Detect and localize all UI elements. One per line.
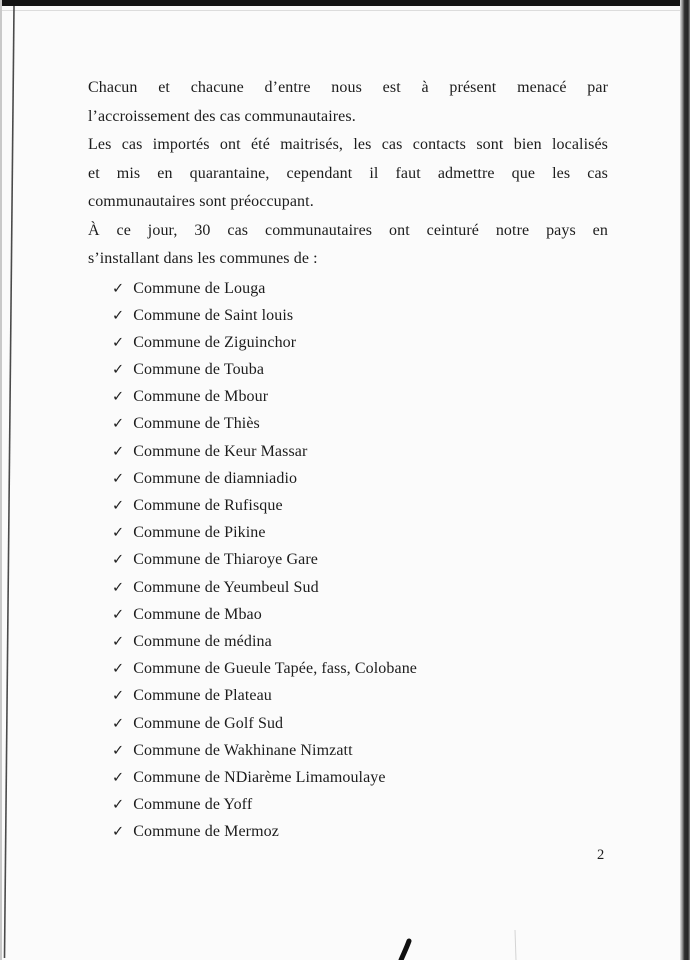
list-item <box>88 764 608 791</box>
list-item-label: Commune de Plateau <box>133 687 272 705</box>
page-number: 2 <box>597 847 605 863</box>
list-item <box>88 329 608 356</box>
list-item <box>88 465 608 492</box>
list-item <box>88 655 608 682</box>
list-item <box>88 383 608 410</box>
commune-list <box>88 275 608 846</box>
check-icon: ✓ <box>112 688 125 705</box>
check-icon: ✓ <box>112 307 125 324</box>
check-icon: ✓ <box>112 280 125 297</box>
check-icon: ✓ <box>112 824 125 841</box>
check-icon: ✓ <box>112 742 125 759</box>
list-item-label: Commune de Gueule Tapée, fass, Colobane <box>133 660 417 678</box>
list-item <box>88 410 608 437</box>
paragraph-line: communautaires sont préoccupant. <box>88 193 314 210</box>
list-item-label: Commune de Mermoz <box>133 823 279 841</box>
list-item-label: Commune de médina <box>133 632 272 650</box>
paragraph <box>88 217 608 274</box>
list-item-label: Commune de Yeumbeul Sud <box>133 578 319 596</box>
check-icon: ✓ <box>112 797 125 814</box>
list-item-label: Commune de Thiaroye Gare <box>133 551 318 569</box>
list-item-label: Commune de diamniadio <box>133 469 298 487</box>
check-icon: ✓ <box>112 579 125 596</box>
list-item <box>88 737 608 764</box>
check-icon: ✓ <box>112 443 125 460</box>
scan-right-edge-band <box>680 0 690 960</box>
paragraph-line: s’installant dans les communes de : <box>88 250 318 267</box>
list-item <box>88 519 608 546</box>
list-item-label: Commune de Thiès <box>133 415 260 433</box>
scan-top-edge <box>0 0 690 6</box>
paragraph-line: À ce jour, 30 cas communautaires ont ceinturé notre pays en <box>88 221 608 239</box>
check-icon: ✓ <box>112 389 125 406</box>
list-item-label: Commune de Wakhinane Nimzatt <box>133 741 353 759</box>
list-item-label: Commune de Pikine <box>133 524 266 542</box>
list-item-label: Commune de Louga <box>133 279 266 297</box>
list-item-label: Commune de Keur Massar <box>133 442 308 460</box>
check-icon: ✓ <box>112 362 125 379</box>
paragraph-line: Chacun et chacune d’entre nous est à présent menacé par <box>88 79 608 96</box>
paragraph-line: Les cas importés ont été maitrisés, les cas contacts sont bien localisés <box>88 136 608 153</box>
scan-scratch <box>515 930 516 960</box>
list-item-label: Commune de Ziguinchor <box>133 333 297 351</box>
list-item <box>88 574 608 601</box>
list-item <box>88 791 608 818</box>
check-icon: ✓ <box>112 606 125 623</box>
paragraph-line: l’accroissement des cas communautaires. <box>88 107 356 125</box>
paragraph <box>88 74 608 131</box>
check-icon: ✓ <box>112 633 125 650</box>
list-item <box>88 546 608 573</box>
list-item <box>88 492 608 519</box>
check-icon: ✓ <box>112 525 125 542</box>
paragraph <box>88 131 608 217</box>
list-item <box>88 601 608 628</box>
list-item <box>88 356 608 383</box>
document-body <box>88 74 608 845</box>
list-item-label: Commune de Rufisque <box>133 497 283 514</box>
list-item <box>88 710 608 737</box>
check-icon: ✓ <box>112 498 125 514</box>
signature-stroke <box>401 941 409 960</box>
list-item-label: Commune de Mbour <box>133 388 269 406</box>
paragraph-line: et mis en quarantaine, cependant il faut admettre que les cas <box>88 164 608 182</box>
list-item-label: Commune de Mbao <box>133 605 262 623</box>
list-item-label: Commune de Saint louis <box>133 306 294 324</box>
check-icon: ✓ <box>112 470 125 487</box>
list-item <box>88 818 608 845</box>
list-item <box>88 628 608 655</box>
list-item-label: Commune de Yoff <box>133 796 253 814</box>
check-icon: ✓ <box>112 769 125 786</box>
list-item <box>88 438 608 465</box>
check-icon: ✓ <box>112 715 125 732</box>
scan-left-edge-line <box>5 6 15 958</box>
list-item-label: Commune de Touba <box>133 361 265 379</box>
scan-left-strip <box>0 0 2 960</box>
check-icon: ✓ <box>112 334 125 351</box>
list-item <box>88 682 608 709</box>
list-item <box>88 302 608 329</box>
scan-top-shadow-line <box>0 10 681 11</box>
list-item-label: Commune de Golf Sud <box>133 714 284 732</box>
list-item <box>88 275 608 302</box>
list-item-label: Commune de NDiarème Limamoulaye <box>133 768 386 786</box>
check-icon: ✓ <box>112 416 125 433</box>
check-icon: ✓ <box>112 552 125 569</box>
check-icon: ✓ <box>112 661 125 678</box>
